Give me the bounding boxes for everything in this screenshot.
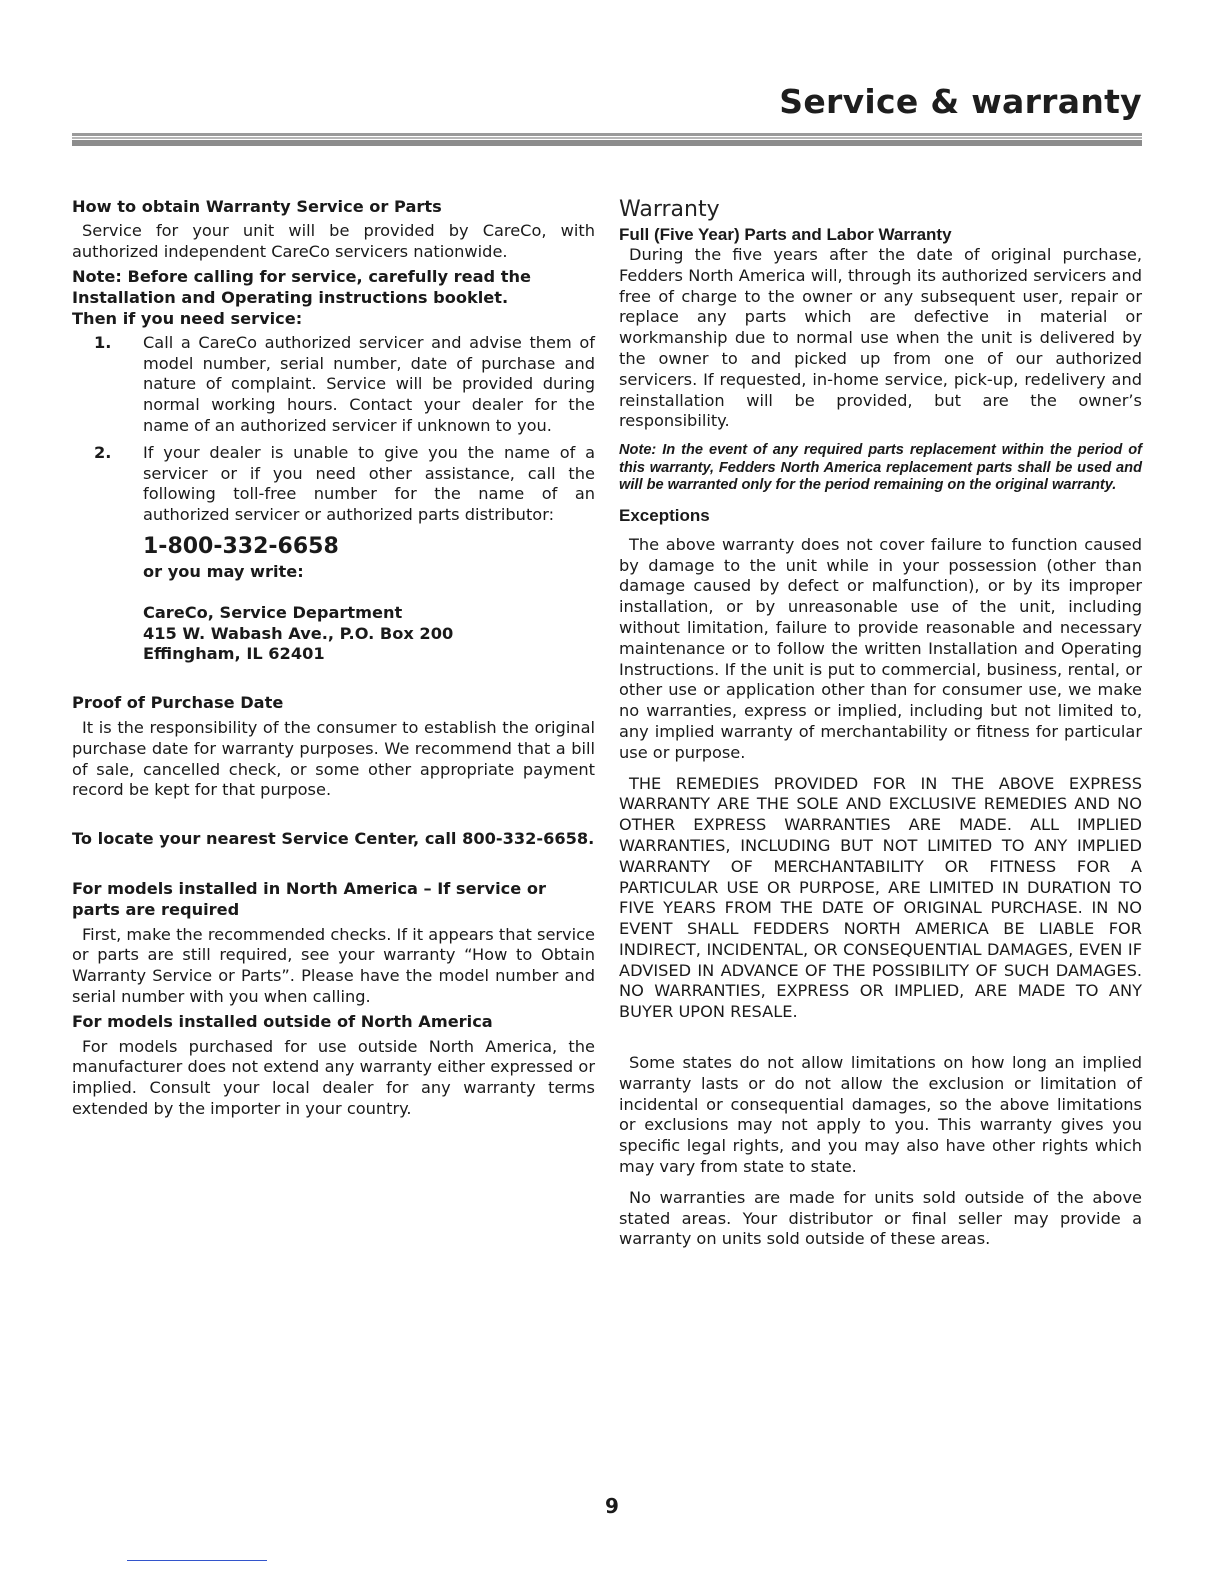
obtain-intro: Service for your unit will be provided by CareCo, with authorized independent CareCo servicers nationwide. — [72, 220, 595, 261]
step-number: 2. — [94, 442, 112, 462]
page-header — [72, 78, 1142, 126]
states-text: Some states do not allow limitations on how long an implied warranty lasts or do not allow the exclusion or limitation of incidental or consequential damages, so the above limitations or exclusions may not apply to you. This warranty gives you specific legal rights, and you may also have other rights which may vary from state to state. — [619, 1053, 1142, 1177]
exceptions-heading: Exceptions — [619, 505, 710, 525]
service-steps — [72, 333, 595, 526]
step-text: Call a CareCo authorized servicer and advise them of model number, serial number, date of purchase and nature of complaint. Service will be provided during normal working hours. Contact your dealer for the name of an authorized servicer if unknown to you. — [143, 332, 595, 435]
obtain-then: Then if you need service: — [72, 308, 303, 328]
remedies-text: THE REMEDIES PROVIDED FOR IN THE ABOVE EXPRESS WARRANTY ARE THE SOLE AND EXCLUSIVE REMEDIES AND NO OTHER EXPRESS WARRANTIES ARE MADE. ALL IMPLIED WARRANTIES, INCLUDING BUT NOT LIMITED TO ANY IMPLIED WARRANTY OF MERCHANTABILITY OR FITNESS FOR A PARTICULAR USE OR PURPOSE, ARE LIMITED IN DURATION TO FIVE YEARS FROM THE DATE OF ORIGINAL PURCHASE. IN NO EVENT SHALL FEDDERS NORTH AMERICA BE LIABLE FOR INDIRECT, INCIDENTAL, OR CONSEQUENTIAL DAMAGES, EVEN IF ADVISED IN ADVANCE OF THE POSSIBILITY OF SUCH DAMAGES. NO WARRANTIES, EXPRESS OR IMPLIED, ARE MADE TO ANY BUYER UPON RESALE. — [619, 773, 1142, 1022]
footer-line — [127, 1560, 267, 1561]
step-text: If your dealer is unable to give you the name of a servicer or if you need other assistance, call the following toll-free number for the name of an authorized servicer or authorized parts distributor: — [143, 442, 595, 525]
obtain-note: Note: Before calling for service, carefully read the Installation and Operating instructions booklet. — [72, 267, 532, 308]
right-column — [619, 197, 1142, 1250]
address-line: CareCo, Service Department — [143, 602, 403, 622]
page-title: Service & warranty — [779, 82, 1142, 121]
page-number: 9 — [605, 1494, 619, 1518]
locate-text: To locate your nearest Service Center, call 800-332-6658. — [72, 829, 595, 849]
step-number: 1. — [94, 332, 112, 352]
service-phone: 1-800-332-6658 — [143, 533, 339, 559]
left-column — [72, 197, 595, 1120]
warranty-note: Note: In the event of any required parts replacement within the period of this warranty, Fedders North America replacement parts shall be used and will be warranted only for the period remaining on the original warranty. — [619, 442, 1142, 494]
outside-heading: For models installed outside of North America — [72, 1011, 493, 1031]
service-address — [143, 603, 595, 665]
warranty-body: During the five years after the date of original purchase, Fedders North America will, through its authorized servicers and free of charge to the owner or any subsequent user, repair or replace any parts which are defective in material or workmanship due to normal use when the unit is delivered by the owner to and picked up from one of our authorized servicers. If requested, in-home service, pick-up, redelivery and reinstallation will be provided, but are the owner’s responsibility. — [619, 245, 1142, 431]
write-label: or you may write: — [143, 561, 304, 581]
list-item — [72, 443, 595, 526]
warranty-title: Warranty — [619, 197, 720, 222]
list-item — [72, 333, 595, 437]
north-america-heading: For models installed in North America – If service or parts are required — [72, 878, 546, 919]
proof-heading: Proof of Purchase Date — [72, 693, 284, 713]
header-rule — [72, 133, 1142, 147]
outside-text: For models purchased for use outside North America, the manufacturer does not extend any warranty either expressed or implied. Consult your local dealer for any warranty terms extended by the importer in your country. — [72, 1036, 595, 1118]
obtain-heading: How to obtain Warranty Service or Parts — [72, 197, 442, 216]
north-america-text: First, make the recommended checks. If it appears that service or parts are still required, see your warranty “How to Obtain Warranty Service or Parts”. Please have the model number and serial number with you when calling. — [72, 924, 595, 1006]
address-line: Effingham, IL 62401 — [143, 644, 325, 664]
outside-sales-text: No warranties are made for units sold outside of the above stated areas. Your distributor or final seller may provide a warranty on units sold outside of these areas. — [619, 1187, 1142, 1249]
proof-text: It is the responsibility of the consumer to establish the original purchase date for warranty purposes. We recommend that a bill of sale, cancelled check, or some other appropriate payment record be kept for that purpose. — [72, 717, 595, 800]
warranty-subtitle: Full (Five Year) Parts and Labor Warranty — [619, 225, 952, 244]
address-line: 415 W. Wabash Ave., P.O. Box 200 — [143, 623, 454, 643]
exceptions-text: The above warranty does not cover failure to function caused by damage to the unit while in your possession (other than damage caused by defect or malfunction), or by its improper installation, or by unreasonable use of the unit, including without limitation, failure to provide reasonable and necessary maintenance or to follow the written Installation and Operating Instructions. If the unit is put to commercial, business, rental, or other use or application other than for consumer use, we make no warranties, express or implied, including but not limited to, any implied warranty of merchantability or fitness for particular use or purpose. — [619, 534, 1142, 762]
